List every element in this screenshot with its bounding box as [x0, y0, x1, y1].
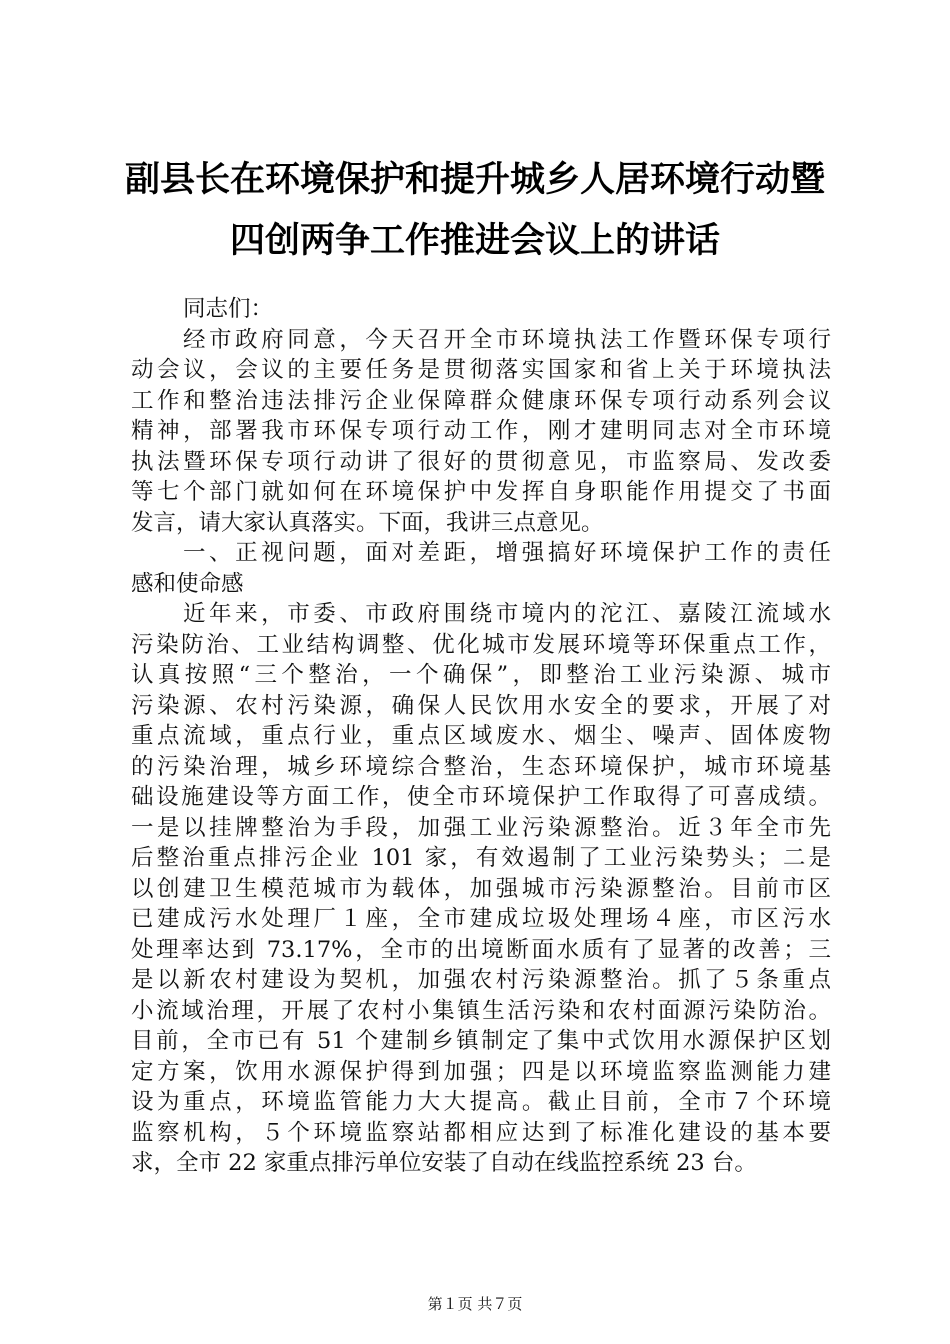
- section-heading-line: 一、正视问题，面对差距，增强搞好环境保护工作的责任: [183, 540, 831, 566]
- paragraph-line: 重点流域，重点行业，重点区域废水、烟尘、噪声、固体废物: [131, 723, 831, 749]
- paragraph-line: 一是以挂牌整治为手段，加强工业污染源整治。近３年全市先: [131, 814, 831, 841]
- paragraph-line: 污染源、农村污染源，确保人民饮用水安全的要求，开展了对: [131, 692, 831, 719]
- paragraph-line: 处理率达到 73.17%，全市的出境断面水质有了显著的改善；三: [131, 936, 831, 963]
- document-body: [131, 294, 831, 1179]
- paragraph-line: 础设施建设等方面工作，使全市环境保护工作取得了可喜成绩。: [131, 784, 831, 810]
- paragraph-line: 是以新农村建设为契机，加强农村污染源整治。抓了５条重点: [131, 967, 831, 993]
- paragraph-line: 监察机构，５个环境监察站都相应达到了标准化建设的基本要: [131, 1119, 831, 1146]
- paragraph-line: 求，全市 22 家重点排污单位安装了自动在线监控系统 23 台。: [131, 1150, 757, 1176]
- paragraph-line: 的污染治理，城乡环境综合整治，生态环境保护，城市环境基: [131, 753, 831, 780]
- paragraph-line: 污染防治、工业结构调整、优化城市发展环境等环保重点工作，: [131, 631, 831, 658]
- paragraph-line: 目前，全市已有 51 个建制乡镇制定了集中式饮用水源保护区划: [131, 1028, 831, 1054]
- paragraph-line: 工作和整治违法排污企业保障群众健康环保专项行动系列会议: [131, 387, 831, 414]
- paragraph-line: 执法暨环保专项行动讲了很好的贯彻意见，市监察局、发改委: [131, 448, 831, 475]
- page-footer: 第１页 共７页: [427, 1295, 523, 1313]
- document-title-line-2: 四创两争工作推进会议上的讲话: [229, 220, 720, 261]
- paragraph-line: 以创建卫生模范城市为载体，加强城市污染源整治。目前市区: [131, 875, 831, 902]
- paragraph-line: 动会议，会议的主要任务是贯彻落实国家和省上关于环境执法: [131, 357, 831, 383]
- paragraph-line: 小流域治理，开展了农村小集镇生活污染和农村面源污染防治。: [131, 997, 831, 1024]
- paragraph-line: 设为重点，环境监管能力大大提高。截止目前，全市７个环境: [131, 1089, 831, 1115]
- paragraph-line: 认真按照“三个整治，一个确保”，即整治工业污染源、城市: [131, 662, 831, 688]
- paragraph-line: 近年来，市委、市政府围绕市境内的沱江、嘉陵江流域水: [183, 601, 831, 627]
- section-heading-line: 感和使命感: [131, 570, 244, 597]
- paragraph-line: 发言，请大家认真落实。下面，我讲三点意见。: [131, 509, 604, 536]
- paragraph-line: 已建成污水处理厂１座，全市建成垃圾处理场４座，市区污水: [131, 906, 831, 932]
- salutation-line: 同志们：: [183, 296, 274, 322]
- paragraph-line: 后整治重点排污企业 101 家，有效遏制了工业污染势头；二是: [131, 845, 831, 871]
- paragraph-line: 等七个部门就如何在环境保护中发挥自身职能作用提交了书面: [131, 479, 831, 505]
- document-title-line-1: 副县长在环境保护和提升城乡人居环境行动暨: [124, 159, 825, 200]
- paragraph-line: 精神，部署我市环保专项行动工作，刚才建明同志对全市环境: [131, 418, 831, 444]
- paragraph-line: 定方案，饮用水源保护得到加强；四是以环境监察监测能力建: [131, 1058, 831, 1085]
- paragraph-line: 经市政府同意，今天召开全市环境执法工作暨环保专项行: [183, 326, 831, 353]
